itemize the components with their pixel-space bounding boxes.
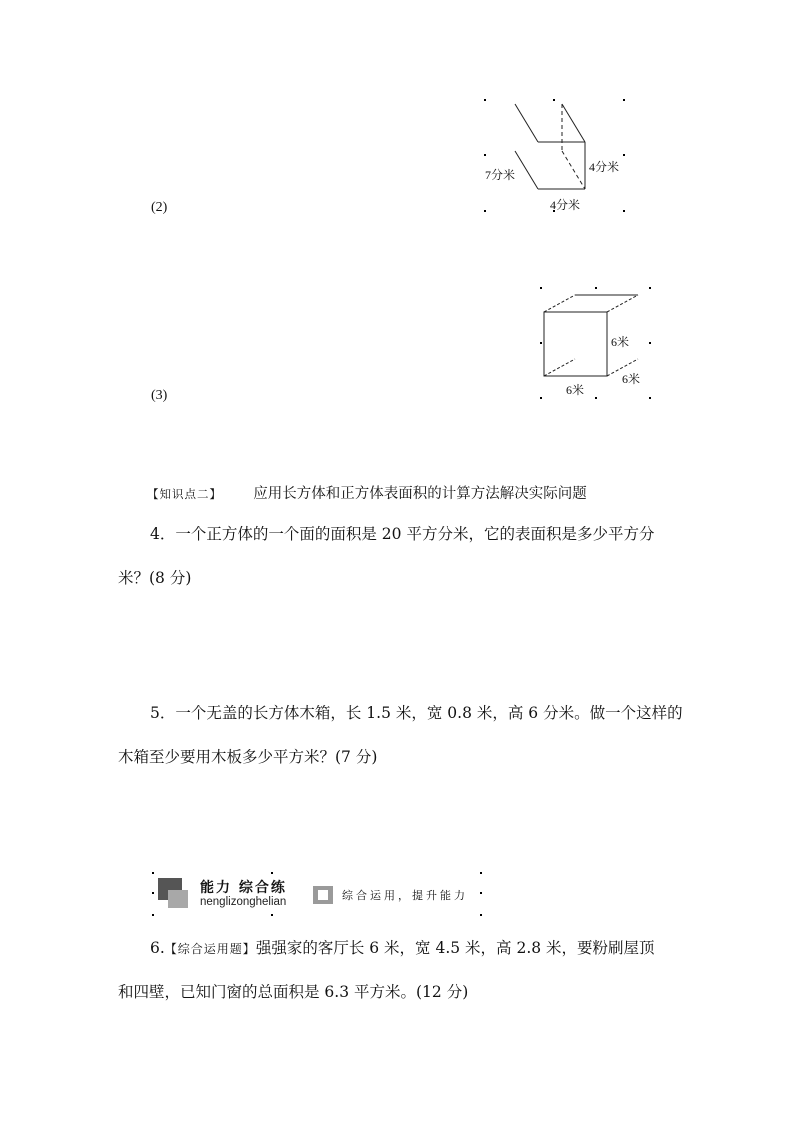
banner-logo-light-square (168, 890, 188, 908)
figure-2-length-label: 7分米 (485, 168, 516, 182)
question-6-line-2: 和四壁，已知门窗的总面积是 6.3 平方米。(12 分) (118, 983, 469, 1001)
question-4-line-1: 4．一个正方体的一个面的面积是 20 平方分米，它的表面积是多少平方分 (150, 525, 655, 543)
question-5-line-2: 木箱至少要用木板多少平方米？(7 分) (118, 748, 378, 766)
figure-3-width-label: 6米 (566, 383, 585, 397)
banner-pinyin: nenglizonghelian (200, 896, 287, 908)
question-4-line-2: 米？(8 分) (118, 569, 192, 587)
question-6-line-1 (150, 938, 655, 959)
figure-3-depth-label: 6米 (622, 372, 641, 386)
figure-3-cube-diagram (530, 280, 660, 405)
figure-3-label: (3) (151, 388, 168, 403)
banner-title: 能力 综合练 (200, 880, 287, 896)
question-6-number: 6. (150, 939, 165, 957)
knowledge-point-heading (147, 482, 587, 503)
banner-slogan: 综合运用，提升能力 (342, 889, 468, 902)
knowledge-point-title: 应用长方体和正方体表面积的计算方法解决实际问题 (253, 486, 587, 502)
knowledge-point-tag: 【知识点二】 (147, 487, 222, 501)
figure-2-width-label: 4分米 (550, 198, 581, 212)
ability-practice-banner (152, 872, 482, 916)
question-6-tag: 【综合运用题】 (164, 942, 256, 956)
figure-2-label: (2) (151, 200, 168, 215)
question-6-text: 强强家的客厅长 6 米，宽 4.5 米，高 2.8 米，要粉刷屋顶 (255, 939, 655, 957)
question-5-line-1: 5．一个无盖的长方体木箱，长 1.5 米，宽 0.8 米，高 6 分米。做一个这样的 (150, 704, 683, 722)
figure-2-height-label: 4分米 (589, 160, 620, 174)
figure-3-height-label: 6米 (611, 335, 630, 349)
